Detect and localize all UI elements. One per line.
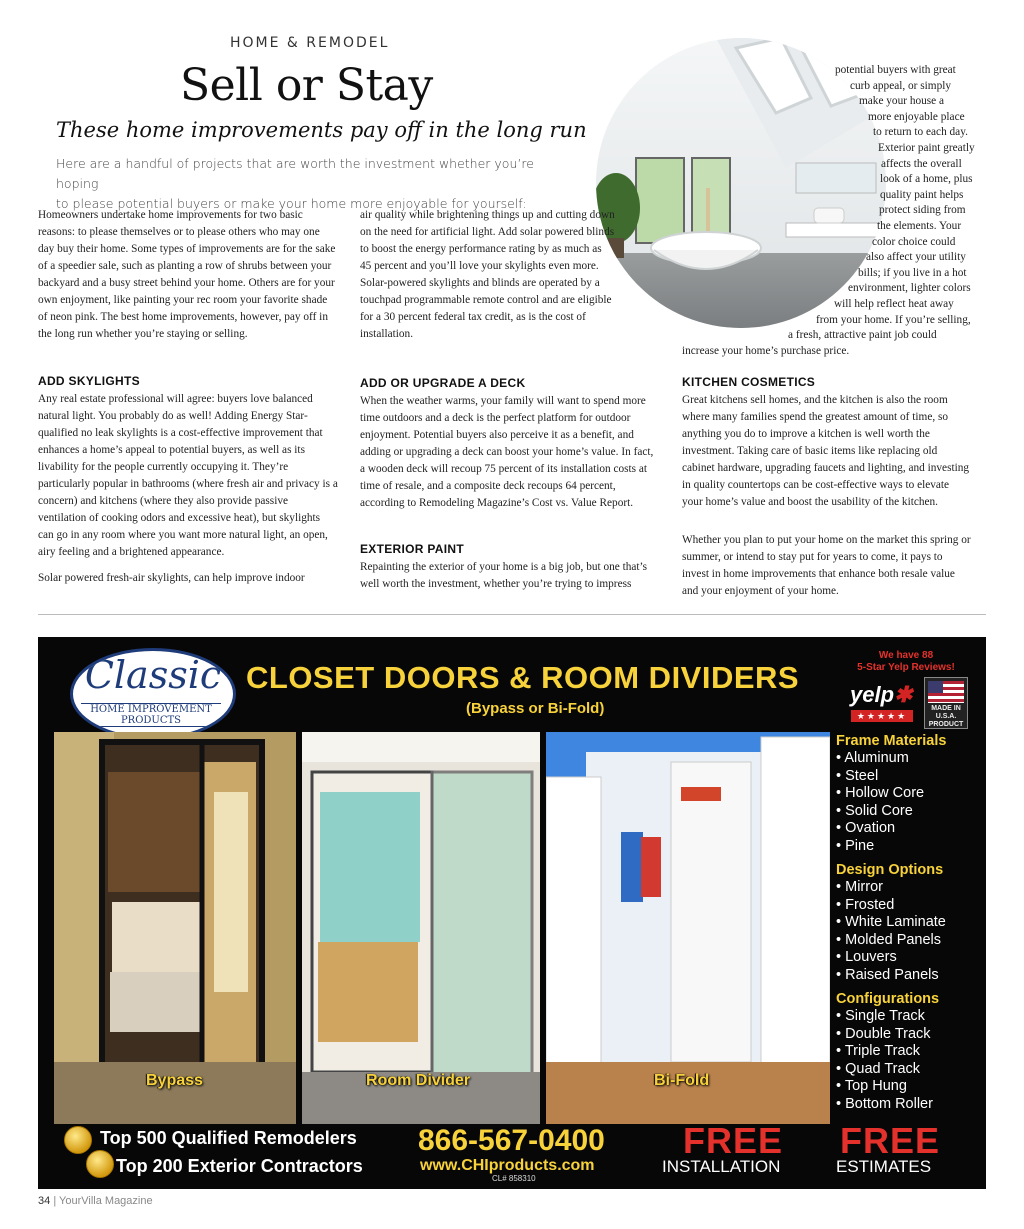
intro-line: to please potential buyers or make your home more enjoyable for yourself: bbox=[56, 196, 527, 211]
section-heading-kitchen: KITCHEN COSMETICS bbox=[682, 375, 816, 389]
frame-materials-list bbox=[836, 750, 924, 855]
panel-label: Bypass bbox=[146, 1072, 203, 1089]
list-item: • Hollow Core bbox=[836, 785, 925, 801]
award-line-2: Top 200 Exterior Contractors bbox=[116, 1156, 363, 1176]
skylights-body bbox=[38, 391, 338, 561]
five-star-rating-icon: ★★★★★ bbox=[851, 710, 913, 722]
section-label: HOME & REMODEL bbox=[230, 35, 390, 51]
wrap-line: also affect your utility bbox=[866, 251, 966, 264]
wrap-line: from your home. If you’re selling, bbox=[816, 313, 971, 326]
wrap-line: potential buyers with great bbox=[835, 64, 956, 76]
bypass-photo bbox=[54, 732, 296, 1124]
usa-line: PRODUCT bbox=[928, 721, 964, 728]
award-medal-icon bbox=[64, 1126, 92, 1154]
logo-sub-line: HOME IMPROVEMENT bbox=[90, 704, 212, 715]
deck-body bbox=[360, 393, 660, 512]
kitchen-body-2 bbox=[682, 532, 972, 600]
configurations-heading: Configurations bbox=[836, 991, 940, 1007]
wrap-line: a fresh, attractive paint job could bbox=[788, 329, 937, 342]
yelp-tag-line: 5-Star Yelp Reviews! bbox=[857, 662, 955, 673]
article-intro bbox=[56, 154, 546, 214]
list-item: • Single Track bbox=[836, 1008, 925, 1024]
column-2-top bbox=[360, 207, 615, 343]
wrap-line: protect siding from bbox=[879, 204, 966, 217]
list-item: • Quad Track bbox=[836, 1060, 921, 1077]
phone-number[interactable]: 866-567-0400 bbox=[418, 1124, 605, 1157]
wrap-line: look of a home, plus bbox=[880, 173, 973, 186]
wrap-line: environment, lighter colors bbox=[848, 282, 971, 295]
wrap-line: make your house a bbox=[859, 95, 945, 108]
list-item: • Mirror bbox=[836, 879, 883, 895]
website-link[interactable]: www.CHIproducts.com bbox=[420, 1157, 595, 1174]
intro-line: Here are a handful of projects that are worth the investment whether you’re hoping bbox=[56, 156, 534, 191]
wrap-line: Exterior paint greatly bbox=[878, 141, 975, 154]
list-item: • Louvers bbox=[836, 949, 897, 965]
list-item: • Molded Panels bbox=[836, 931, 942, 948]
skylights-body-2 bbox=[38, 570, 338, 587]
kitchen-body bbox=[682, 392, 972, 511]
article-paragraph: Solar powered fresh-air skylights, can help improve indoor bbox=[38, 572, 305, 584]
exterior-body bbox=[360, 559, 660, 593]
panel-label: Room Divider bbox=[366, 1072, 471, 1089]
made-in-usa-badge bbox=[924, 677, 968, 729]
yelp-tag-line: We have 88 bbox=[878, 650, 934, 661]
design-options-heading: Design Options bbox=[836, 862, 944, 878]
free-installation-label: INSTALLATION bbox=[662, 1157, 781, 1176]
magazine-name: YourVilla Magazine bbox=[59, 1195, 153, 1207]
ad-headline: CLOSET DOORS & ROOM DIVIDERS bbox=[246, 660, 800, 695]
logo-subtext bbox=[81, 703, 221, 727]
list-item: • Steel bbox=[836, 767, 879, 784]
bi-fold-photo bbox=[546, 732, 830, 1124]
list-item: • Pine bbox=[836, 837, 875, 854]
wrap-line: the elements. Your bbox=[877, 219, 962, 232]
list-item: • Ovation bbox=[836, 820, 896, 836]
list-item: • White Laminate bbox=[836, 914, 946, 930]
article-paragraph: Homeowners undertake home improvements for two basic reasons: to please themselves or to please others who may one day buy their home. Some types of improvements are for the sake of a speedier sale, such as planting a row of shrubs between your backyard and a busy street behind your home. Others are for your own enjoyment, like painting your rec room your favorite shade of neon pink. The best home improvements, however, pay off in the long run whether you’re staying or selling. bbox=[38, 209, 336, 340]
section-heading-skylights: ADD SKYLIGHTS bbox=[38, 374, 140, 388]
section-heading-deck: ADD OR UPGRADE A DECK bbox=[360, 376, 526, 390]
yelp-word: yelp bbox=[850, 682, 895, 707]
frame-materials-heading: Frame Materials bbox=[836, 733, 947, 749]
article-paragraph: air quality while brightening things up and cutting down on the need for artificial light. Add solar powered blinds to boost the energy performance rating by as much as 45 percent and you’ll love your skylights even more. Solar-powered skylights and blinds are operated by a touchpad programmable remote control and are eligible for a 30 percent federal tax credit, as is the cost of installation. bbox=[360, 209, 615, 340]
award-line-1: Top 500 Qualified Remodelers bbox=[100, 1128, 357, 1148]
article-paragraph: When the weather warms, your family will want to spend more time outdoors and a deck is the perfect platform for outdoor enjoyment. Potential buyers also perceive it as a benefit, and adding or upgrading a deck can boost your home’s value. In fact, a wooden deck will recoup 75 percent of its installation costs at time of resale, and a composite deck recoups 64 percent, according to Remodeling Magazine’s Cost vs. Value Report. bbox=[360, 395, 654, 509]
wrap-line: to return to each day. bbox=[873, 126, 968, 139]
article-paragraph: Great kitchens sell homes, and the kitchen is also the room where many families spend the greatest amount of time, so anything you do to improve a kitchen is well worth the investment. Taking care of basic items like replacing old cabinet hardware, upgrading faucets and lighting, and investing in quality countertops can be cost-effective ways to elevate your home’s value and boost the usability of the kitchen. bbox=[682, 394, 970, 508]
wrap-line: curb appeal, or simply bbox=[850, 79, 952, 92]
usa-badge-text bbox=[925, 705, 967, 729]
article-subtitle: These home improvements pay off in the long run bbox=[56, 118, 587, 142]
article-title: Sell or Stay bbox=[180, 60, 433, 111]
configurations-list bbox=[836, 1008, 933, 1113]
free-estimates-badge: FREE bbox=[840, 1120, 941, 1161]
logo-script-text: Classic bbox=[84, 653, 222, 697]
article-paragraph: Repainting the exterior of your home is a big job, but one that’s well worth the investment, whether you’re trying to impress bbox=[360, 561, 648, 590]
yelp-logo bbox=[850, 682, 912, 708]
free-estimates-label: ESTIMATES bbox=[836, 1157, 932, 1176]
wrap-line: more enjoyable place bbox=[868, 110, 965, 123]
list-item: • Triple Track bbox=[836, 1043, 921, 1059]
wrap-line: affects the overall bbox=[881, 157, 962, 170]
list-item: • Aluminum bbox=[836, 750, 909, 766]
usa-flag-icon bbox=[928, 681, 964, 703]
license-number: CL# 858310 bbox=[492, 1174, 536, 1183]
yelp-reviews-tag bbox=[836, 650, 976, 674]
page-divider bbox=[38, 614, 986, 615]
ad-subheadline: (Bypass or Bi-Fold) bbox=[466, 700, 605, 717]
usa-line: U.S.A. bbox=[935, 713, 957, 720]
room-divider-photo bbox=[302, 732, 540, 1124]
exterior-wrap-text bbox=[682, 63, 980, 359]
article-paragraph: Whether you plan to put your home on the market this spring or summer, or intend to stay put for years to come, it pays to invest in home improvements that enhance both resale value and your enjoyment of your home. bbox=[682, 534, 971, 597]
list-item: • Top Hung bbox=[836, 1078, 907, 1094]
award-medal-icon bbox=[86, 1150, 114, 1178]
section-heading-exterior: EXTERIOR PAINT bbox=[360, 542, 464, 556]
page-footer bbox=[38, 1195, 153, 1207]
classic-logo bbox=[70, 648, 236, 740]
design-options-list bbox=[836, 879, 946, 984]
list-item: • Raised Panels bbox=[836, 966, 939, 983]
list-item: • Bottom Roller bbox=[836, 1095, 933, 1112]
list-item: • Solid Core bbox=[836, 802, 913, 819]
panel-label: Bi-Fold bbox=[654, 1072, 710, 1089]
article-paragraph: Any real estate professional will agree: buyers love balanced natural light. You probably do as well! Adding Energy Star-qualified no leak skylights is a cost-effective improvement that enhances a home’s appeal to potential buyers, as well as its livability for the people currently occupying it. They’re particularly popular in bathrooms (where fresh air and privacy is a concern) and kitchens (where they also provide passive ventilation of cooking odors and excessive heat), but skylights can go in any room where you want more natural light, an open, airy feeling and a brightened appearance. bbox=[38, 393, 338, 558]
wrap-line: will help reflect heat away bbox=[834, 297, 954, 310]
usa-line: MADE IN bbox=[931, 705, 961, 712]
free-installation-badge: FREE bbox=[683, 1120, 784, 1161]
list-item: • Frosted bbox=[836, 896, 895, 913]
wrap-line: quality paint helps bbox=[880, 188, 964, 201]
logo-sub-line: PRODUCTS bbox=[120, 715, 182, 726]
footer-separator: | bbox=[53, 1195, 60, 1207]
page-number: 34 bbox=[38, 1195, 51, 1207]
wrap-line: color choice could bbox=[872, 235, 956, 248]
column-1 bbox=[38, 207, 338, 343]
yelp-burst-icon: ✱ bbox=[894, 682, 913, 707]
list-item: • Double Track bbox=[836, 1025, 931, 1042]
wrap-line: bills; if you live in a hot bbox=[858, 266, 967, 279]
wrap-line: increase your home’s purchase price. bbox=[682, 344, 850, 357]
